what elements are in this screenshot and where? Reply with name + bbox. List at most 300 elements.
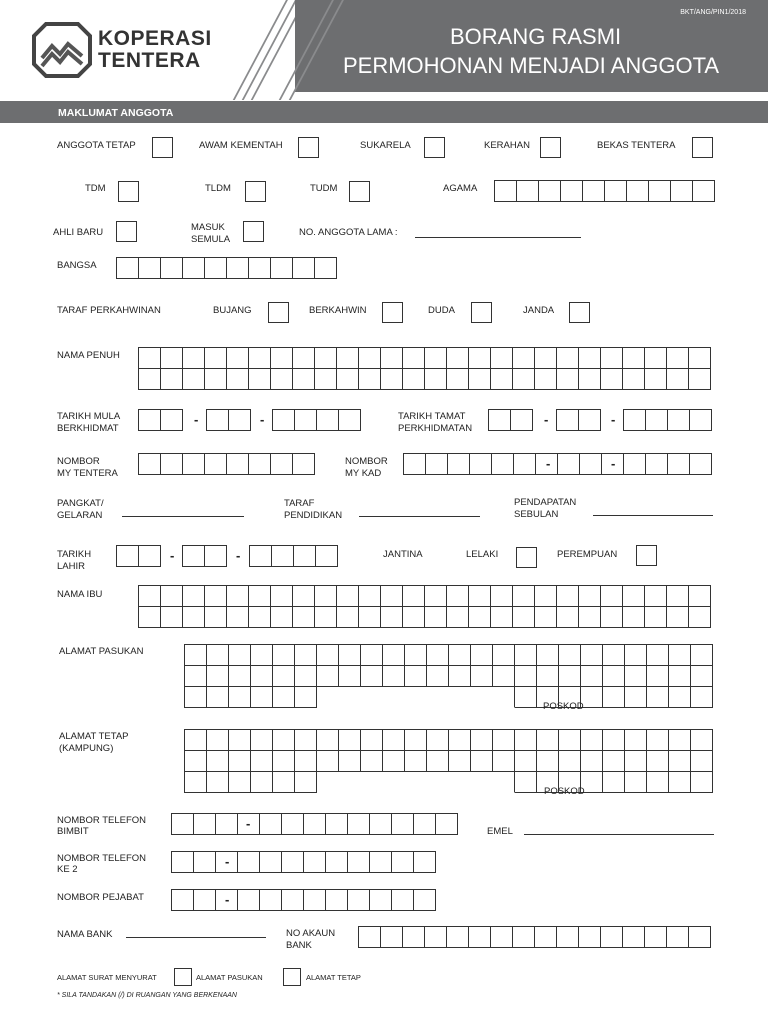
char-box[interactable] (317, 410, 339, 431)
char-box[interactable] (513, 607, 535, 628)
char-box[interactable] (647, 687, 669, 708)
char-box[interactable] (183, 454, 205, 475)
char-box[interactable] (207, 730, 229, 751)
char-box[interactable] (271, 586, 293, 607)
char-box[interactable] (348, 814, 370, 835)
char-box[interactable] (293, 454, 315, 475)
char-box[interactable] (139, 410, 161, 431)
char-box[interactable] (185, 687, 207, 708)
char-box[interactable] (293, 258, 315, 279)
tarikh-lahir-month[interactable] (182, 545, 227, 567)
char-box[interactable] (117, 258, 139, 279)
char-box[interactable] (205, 586, 227, 607)
char-box[interactable] (690, 410, 712, 431)
char-box[interactable] (359, 586, 381, 607)
char-box[interactable] (646, 454, 668, 475)
char-box[interactable] (361, 645, 383, 666)
char-box[interactable] (207, 772, 229, 793)
no-akaun-field[interactable] (358, 926, 711, 948)
char-box[interactable] (295, 687, 317, 708)
char-box[interactable] (405, 666, 427, 687)
char-box[interactable] (469, 586, 491, 607)
char-box[interactable] (623, 927, 645, 948)
char-box[interactable] (647, 730, 669, 751)
char-box[interactable] (337, 369, 359, 390)
bangsa-field[interactable] (116, 257, 337, 279)
char-box[interactable] (427, 730, 449, 751)
my-tentera-field[interactable] (138, 453, 315, 475)
checkbox-surat-tetap[interactable] (283, 968, 301, 986)
char-box[interactable] (513, 927, 535, 948)
char-box[interactable] (539, 181, 561, 202)
char-box[interactable] (405, 645, 427, 666)
char-box[interactable] (623, 369, 645, 390)
tarikh-tamat-day[interactable] (488, 409, 533, 431)
checkbox-duda[interactable] (471, 302, 492, 323)
char-box[interactable] (205, 258, 227, 279)
checkbox-bujang[interactable] (268, 302, 289, 323)
char-box[interactable] (194, 890, 216, 911)
char-box[interactable] (139, 348, 161, 369)
checkbox-surat-pasukan[interactable] (174, 968, 192, 986)
char-box[interactable] (317, 751, 339, 772)
char-box[interactable] (282, 890, 304, 911)
char-box[interactable] (669, 645, 691, 666)
char-box[interactable] (207, 666, 229, 687)
char-box[interactable] (558, 454, 580, 475)
char-box[interactable] (227, 348, 249, 369)
char-box[interactable] (414, 890, 436, 911)
char-box[interactable] (425, 348, 447, 369)
char-box[interactable] (601, 369, 623, 390)
char-box[interactable] (491, 927, 513, 948)
char-box[interactable] (273, 666, 295, 687)
char-box[interactable] (492, 454, 514, 475)
char-box[interactable] (383, 645, 405, 666)
char-box[interactable] (579, 348, 601, 369)
char-box[interactable] (326, 814, 348, 835)
char-box[interactable] (537, 751, 559, 772)
char-box[interactable] (249, 258, 271, 279)
char-box[interactable] (161, 258, 183, 279)
char-box[interactable] (449, 730, 471, 751)
char-box[interactable] (337, 348, 359, 369)
char-box[interactable] (273, 730, 295, 751)
char-box[interactable] (172, 890, 194, 911)
char-box[interactable] (414, 852, 436, 873)
no-anggota-lama-field[interactable] (415, 237, 581, 238)
char-box[interactable] (304, 852, 326, 873)
char-box[interactable] (583, 181, 605, 202)
char-box[interactable] (425, 607, 447, 628)
char-box[interactable] (381, 348, 403, 369)
char-box[interactable] (185, 772, 207, 793)
tarikh-tamat-year[interactable] (623, 409, 712, 431)
char-box[interactable] (603, 730, 625, 751)
char-box[interactable] (315, 348, 337, 369)
char-box[interactable] (403, 348, 425, 369)
char-box[interactable] (625, 751, 647, 772)
char-box[interactable] (623, 348, 645, 369)
char-box[interactable] (447, 348, 469, 369)
char-box[interactable] (671, 181, 693, 202)
char-box[interactable] (293, 369, 315, 390)
char-box[interactable] (691, 687, 713, 708)
char-box[interactable] (359, 369, 381, 390)
char-box[interactable] (317, 645, 339, 666)
char-box[interactable] (260, 814, 282, 835)
char-box[interactable] (326, 890, 348, 911)
char-box[interactable] (161, 607, 183, 628)
char-box[interactable] (361, 666, 383, 687)
char-box[interactable] (511, 410, 533, 431)
char-box[interactable] (282, 852, 304, 873)
char-box[interactable] (689, 927, 711, 948)
char-box[interactable] (427, 666, 449, 687)
char-box[interactable] (229, 687, 251, 708)
char-box[interactable] (205, 607, 227, 628)
char-box[interactable] (337, 586, 359, 607)
char-box[interactable] (625, 666, 647, 687)
char-box[interactable] (161, 586, 183, 607)
char-box[interactable] (359, 607, 381, 628)
char-box[interactable] (493, 666, 515, 687)
char-box[interactable] (251, 751, 273, 772)
char-box[interactable] (603, 751, 625, 772)
char-box[interactable] (272, 546, 294, 567)
char-box[interactable] (183, 348, 205, 369)
char-box[interactable] (471, 751, 493, 772)
char-box[interactable] (647, 645, 669, 666)
char-box[interactable] (339, 645, 361, 666)
char-box[interactable] (172, 852, 194, 873)
char-box[interactable] (669, 772, 691, 793)
char-box[interactable] (317, 730, 339, 751)
char-box[interactable] (491, 369, 513, 390)
char-box[interactable] (491, 586, 513, 607)
checkbox-janda[interactable] (569, 302, 590, 323)
char-box[interactable] (392, 814, 414, 835)
char-box[interactable] (645, 927, 667, 948)
char-box[interactable] (339, 730, 361, 751)
char-box[interactable] (647, 666, 669, 687)
char-box[interactable] (249, 607, 271, 628)
char-box[interactable] (229, 666, 251, 687)
nama-ibu-field[interactable] (138, 585, 711, 628)
char-box[interactable] (403, 586, 425, 607)
checkbox-bekas-tentera[interactable] (692, 137, 713, 158)
char-box[interactable] (139, 454, 161, 475)
char-box[interactable] (383, 751, 405, 772)
char-box[interactable] (207, 687, 229, 708)
char-box[interactable] (251, 687, 273, 708)
char-box[interactable] (515, 751, 537, 772)
char-box[interactable] (403, 927, 425, 948)
char-box[interactable] (304, 890, 326, 911)
checkbox-berkahwin[interactable] (382, 302, 403, 323)
char-box[interactable] (559, 645, 581, 666)
char-box[interactable] (293, 586, 315, 607)
char-box[interactable] (216, 814, 238, 835)
char-box[interactable] (603, 687, 625, 708)
char-box[interactable] (249, 586, 271, 607)
char-box[interactable] (139, 586, 161, 607)
tarikh-tamat-month[interactable] (556, 409, 601, 431)
char-box[interactable] (339, 410, 361, 431)
char-box[interactable] (271, 348, 293, 369)
checkbox-awam-kementah[interactable] (298, 137, 319, 158)
char-box[interactable] (229, 751, 251, 772)
char-box[interactable] (339, 751, 361, 772)
char-box[interactable] (185, 645, 207, 666)
char-box[interactable] (293, 607, 315, 628)
char-box[interactable] (513, 586, 535, 607)
char-box[interactable] (691, 730, 713, 751)
char-box[interactable] (403, 607, 425, 628)
char-box[interactable] (315, 607, 337, 628)
char-box[interactable] (295, 645, 317, 666)
char-box[interactable] (427, 645, 449, 666)
char-box[interactable] (271, 454, 293, 475)
char-box[interactable] (647, 751, 669, 772)
char-box[interactable] (645, 586, 667, 607)
char-box[interactable] (425, 586, 447, 607)
char-box[interactable] (557, 586, 579, 607)
char-box[interactable] (139, 607, 161, 628)
char-box[interactable] (207, 645, 229, 666)
char-box[interactable] (627, 181, 649, 202)
char-box[interactable] (667, 369, 689, 390)
checkbox-anggota-tetap[interactable] (152, 137, 173, 158)
char-box[interactable] (238, 890, 260, 911)
char-box[interactable] (625, 645, 647, 666)
char-box[interactable] (229, 645, 251, 666)
char-box[interactable] (667, 607, 689, 628)
pendapatan-field[interactable] (593, 515, 713, 516)
char-box[interactable] (515, 666, 537, 687)
char-box[interactable] (625, 772, 647, 793)
char-box[interactable] (337, 607, 359, 628)
char-box[interactable] (689, 369, 711, 390)
char-box[interactable] (493, 645, 515, 666)
char-box[interactable] (251, 666, 273, 687)
checkbox-ahli-baru[interactable] (116, 221, 137, 242)
char-box[interactable] (227, 586, 249, 607)
char-box[interactable] (348, 890, 370, 911)
char-box[interactable] (183, 586, 205, 607)
char-box[interactable] (229, 730, 251, 751)
char-box[interactable] (623, 607, 645, 628)
char-box[interactable] (348, 852, 370, 873)
char-box[interactable] (449, 666, 471, 687)
char-box[interactable] (667, 586, 689, 607)
telefon-pejabat-field[interactable] (171, 889, 436, 911)
char-box[interactable] (515, 730, 537, 751)
char-box[interactable] (447, 369, 469, 390)
char-box[interactable] (304, 814, 326, 835)
char-box[interactable] (205, 454, 227, 475)
char-box[interactable] (537, 645, 559, 666)
tarikh-mula-year[interactable] (272, 409, 361, 431)
char-box[interactable] (625, 730, 647, 751)
char-box[interactable] (561, 181, 583, 202)
char-box[interactable] (271, 607, 293, 628)
char-box[interactable] (194, 852, 216, 873)
char-box[interactable] (403, 369, 425, 390)
char-box[interactable] (669, 687, 691, 708)
char-box[interactable] (667, 927, 689, 948)
char-box[interactable] (579, 410, 601, 431)
char-box[interactable] (427, 751, 449, 772)
char-box[interactable] (229, 772, 251, 793)
char-box[interactable] (273, 410, 295, 431)
char-box[interactable] (370, 852, 392, 873)
char-box[interactable] (601, 607, 623, 628)
char-box[interactable] (370, 814, 392, 835)
char-box[interactable] (668, 410, 690, 431)
checkbox-kerahan[interactable] (540, 137, 561, 158)
char-box[interactable] (249, 454, 271, 475)
char-box[interactable] (557, 927, 579, 948)
char-box[interactable] (207, 751, 229, 772)
char-box[interactable] (359, 927, 381, 948)
char-box[interactable] (493, 751, 515, 772)
char-box[interactable] (205, 369, 227, 390)
char-box[interactable] (605, 181, 627, 202)
char-box[interactable] (645, 369, 667, 390)
char-box[interactable] (668, 454, 690, 475)
char-box[interactable] (251, 645, 273, 666)
char-box[interactable] (601, 927, 623, 948)
char-box[interactable] (161, 454, 183, 475)
char-box[interactable] (691, 645, 713, 666)
char-box[interactable] (579, 586, 601, 607)
char-box[interactable] (295, 410, 317, 431)
char-box[interactable] (495, 181, 517, 202)
char-box[interactable] (317, 666, 339, 687)
char-box[interactable] (229, 410, 251, 431)
char-box[interactable] (469, 369, 491, 390)
char-box[interactable] (295, 772, 317, 793)
char-box[interactable] (535, 586, 557, 607)
char-box[interactable] (581, 730, 603, 751)
char-box[interactable] (491, 607, 513, 628)
char-box[interactable] (689, 586, 711, 607)
char-box[interactable] (339, 666, 361, 687)
char-box[interactable] (470, 454, 492, 475)
char-box[interactable] (471, 730, 493, 751)
char-box[interactable] (139, 369, 161, 390)
char-box[interactable] (515, 645, 537, 666)
char-box[interactable] (392, 890, 414, 911)
char-box[interactable] (557, 607, 579, 628)
char-box[interactable] (691, 772, 713, 793)
char-box[interactable] (646, 410, 668, 431)
char-box[interactable] (623, 586, 645, 607)
char-box[interactable] (183, 369, 205, 390)
char-box[interactable] (295, 666, 317, 687)
char-box[interactable] (161, 369, 183, 390)
char-box[interactable] (581, 687, 603, 708)
char-box[interactable] (227, 607, 249, 628)
char-box[interactable] (381, 927, 403, 948)
checkbox-tdm[interactable] (118, 181, 139, 202)
checkbox-masuk-semula[interactable] (243, 221, 264, 242)
char-box[interactable] (579, 927, 601, 948)
checkbox-perempuan[interactable] (636, 545, 657, 566)
agama-field[interactable] (494, 180, 715, 202)
char-box[interactable] (238, 852, 260, 873)
char-box[interactable] (404, 454, 426, 475)
char-box[interactable] (383, 730, 405, 751)
char-box[interactable] (425, 369, 447, 390)
char-box[interactable] (471, 645, 493, 666)
char-box[interactable] (183, 607, 205, 628)
alamat-pasukan-field[interactable] (184, 644, 713, 708)
char-box[interactable] (359, 348, 381, 369)
char-box[interactable] (513, 369, 535, 390)
char-box[interactable] (315, 369, 337, 390)
char-box[interactable] (315, 258, 337, 279)
char-box[interactable] (603, 645, 625, 666)
tarikh-mula-month[interactable] (206, 409, 251, 431)
my-kad-field[interactable] (403, 453, 712, 475)
char-box[interactable] (392, 852, 414, 873)
char-box[interactable] (383, 666, 405, 687)
char-box[interactable] (207, 410, 229, 431)
char-box[interactable] (227, 258, 249, 279)
checkbox-sukarela[interactable] (424, 137, 445, 158)
char-box[interactable] (326, 852, 348, 873)
char-box[interactable] (447, 586, 469, 607)
char-box[interactable] (581, 666, 603, 687)
char-box[interactable] (581, 751, 603, 772)
char-box[interactable] (449, 645, 471, 666)
char-box[interactable] (469, 348, 491, 369)
char-box[interactable] (447, 607, 469, 628)
char-box[interactable] (293, 348, 315, 369)
tarikh-lahir-year[interactable] (249, 545, 338, 567)
char-box[interactable] (381, 369, 403, 390)
char-box[interactable] (282, 814, 304, 835)
char-box[interactable] (603, 666, 625, 687)
char-box[interactable] (557, 348, 579, 369)
char-box[interactable] (559, 730, 581, 751)
char-box[interactable] (405, 730, 427, 751)
char-box[interactable] (581, 645, 603, 666)
char-box[interactable] (194, 814, 216, 835)
char-box[interactable] (513, 348, 535, 369)
char-box[interactable] (361, 730, 383, 751)
char-box[interactable] (294, 546, 316, 567)
char-box[interactable] (669, 751, 691, 772)
char-box[interactable] (295, 751, 317, 772)
char-box[interactable] (559, 666, 581, 687)
char-box[interactable] (690, 454, 712, 475)
char-box[interactable] (647, 772, 669, 793)
char-box[interactable] (624, 454, 646, 475)
char-box[interactable] (603, 772, 625, 793)
char-box[interactable] (491, 348, 513, 369)
char-box[interactable] (689, 348, 711, 369)
char-box[interactable] (535, 607, 557, 628)
char-box[interactable] (579, 369, 601, 390)
char-box[interactable] (205, 546, 227, 567)
char-box[interactable] (139, 546, 161, 567)
char-box[interactable] (469, 927, 491, 948)
char-box[interactable] (227, 454, 249, 475)
char-box[interactable] (645, 607, 667, 628)
